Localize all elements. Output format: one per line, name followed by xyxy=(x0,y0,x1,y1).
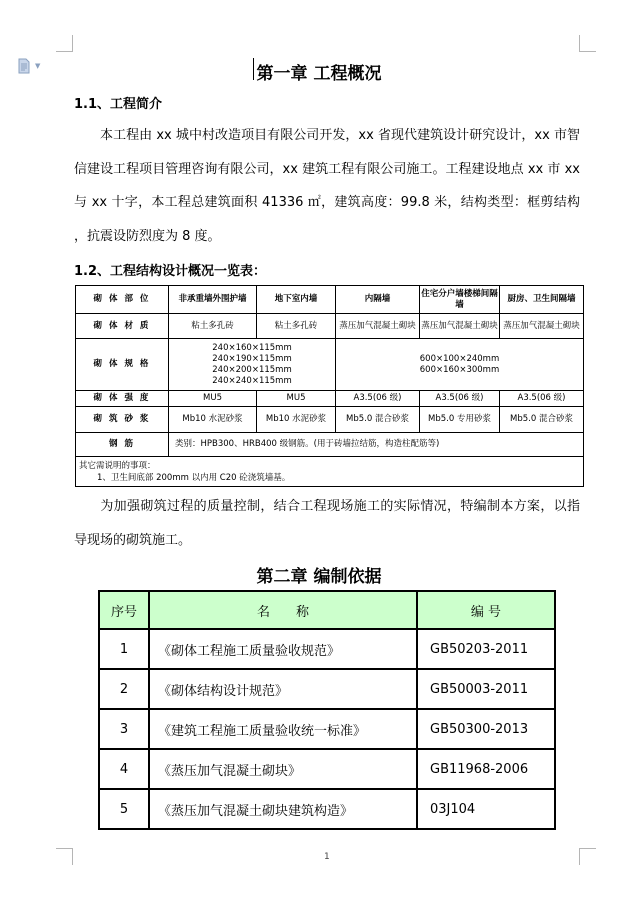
table-row xyxy=(99,669,555,709)
closing-text: 为加强砌筑过程的质量控制，结合工程现场施工的实际情况，特编制本方案，以指导现场的砌筑施工。 xyxy=(74,499,580,548)
spec-line: 600×160×300mm xyxy=(419,364,500,375)
standard-code: 03J104 xyxy=(417,789,555,829)
table-cell: Mb5.0 专用砂浆 xyxy=(420,407,500,433)
table-cell: Mb10 水泥砂浆 xyxy=(257,407,336,433)
table-row xyxy=(99,629,555,669)
row-number: 5 xyxy=(99,789,149,829)
table-row xyxy=(76,457,584,487)
standard-code: GB50003-2011 xyxy=(417,669,555,709)
table-row xyxy=(76,407,584,433)
structure-design-table xyxy=(75,285,584,487)
header-cell: 住宅分户墙楼梯间隔墙 xyxy=(420,286,500,314)
crop-mark-bottom-left xyxy=(56,848,73,865)
standard-name: 《蒸压加气混凝土砌块》 xyxy=(149,749,417,789)
header-cell: 地下室内墙 xyxy=(257,286,336,314)
table-row xyxy=(76,286,584,314)
table-cell: 蒸压加气混凝土砌块 xyxy=(500,314,584,339)
header-cell: 内隔墙 xyxy=(336,286,420,314)
chevron-down-icon[interactable]: ▼ xyxy=(35,62,41,70)
table-row xyxy=(76,433,584,457)
table-cell: Mb5.0 混合砂浆 xyxy=(336,407,420,433)
standard-name: 《砌体工程施工质量验收规范》 xyxy=(149,629,417,669)
table-cell: A3.5(06 级) xyxy=(336,391,420,407)
header-cell: 砌 体 部 位 xyxy=(76,286,169,314)
crop-mark-bottom-right xyxy=(579,848,596,865)
project-intro-text: 本工程由 xx 城中村改造项目有限公司开发，xx 省现代建筑设计研究设计，xx 市智信建设工程项目管理咨询有限公司，xx 建筑工程有限公司施工。工程建设地点 xx 市 xx 与 xx 十字，本工程总建筑面积 41336 ㎡，建筑高度：99.8 米，结构类型：框剪结构 ，抗震设防烈度为 8 度。 xyxy=(74,128,580,244)
row-label: 砌 体 强 度 xyxy=(76,391,169,407)
row-number: 2 xyxy=(99,669,149,709)
table-cell: Mb10 水泥砂浆 xyxy=(169,407,257,433)
notes-item: 1、卫生间底部 200mm 以内用 C20 砼浇筑墙基。 xyxy=(97,472,291,483)
spec-line: 240×240×115mm xyxy=(212,375,292,386)
notes-cell xyxy=(76,457,584,487)
header-cell: 非承重墙外围护墙 xyxy=(169,286,257,314)
closing-paragraph xyxy=(74,490,580,557)
table-row xyxy=(76,314,584,339)
table-row xyxy=(76,391,584,407)
row-label: 砌 体 规 格 xyxy=(76,339,169,391)
table-row xyxy=(99,749,555,789)
standard-name: 《建筑工程施工质量验收统一标准》 xyxy=(149,709,417,749)
table-cell: 粘土多孔砖 xyxy=(257,314,336,339)
block-spec-cell xyxy=(336,339,584,391)
table-cell: 蒸压加气混凝土砌块 xyxy=(420,314,500,339)
page-number: 1 xyxy=(324,852,330,862)
header-cell-name: 名 称 xyxy=(149,591,417,629)
table-cell: Mb5.0 混合砂浆 xyxy=(500,407,584,433)
table-row xyxy=(99,789,555,829)
row-label: 砌 筑 砂 浆 xyxy=(76,407,169,433)
standard-name: 《砌体结构设计规范》 xyxy=(149,669,417,709)
standard-code: GB11968-2006 xyxy=(417,749,555,789)
table-cell: MU5 xyxy=(169,391,257,407)
project-intro-paragraph xyxy=(74,119,580,253)
crop-mark-top-right xyxy=(579,35,596,52)
table-row xyxy=(76,339,584,391)
row-number: 4 xyxy=(99,749,149,789)
chapter2-title: 第二章 编制依据 xyxy=(256,567,382,587)
standard-code: GB50300-2013 xyxy=(417,709,555,749)
table-row xyxy=(99,709,555,749)
table-cell: A3.5(06 级) xyxy=(500,391,584,407)
standard-code: GB50203-2011 xyxy=(417,629,555,669)
spec-line: 240×160×115mm xyxy=(212,342,292,353)
table-cell: MU5 xyxy=(257,391,336,407)
notes-title: 其它需说明的事项： xyxy=(79,460,156,471)
rebar-cell: 类别：HPB300、HRB400 级钢筋。(用于砖墙拉结筋，构造柱配筋等) xyxy=(169,433,584,457)
spec-line: 240×200×115mm xyxy=(212,364,292,375)
crop-mark-top-left xyxy=(56,35,73,52)
spec-line: 600×100×240mm xyxy=(419,353,500,364)
chapter1-title: 第一章 工程概况 xyxy=(256,64,382,84)
brick-spec-cell xyxy=(169,339,336,391)
row-label: 钢 筋 xyxy=(76,433,169,457)
header-cell: 厨房、卫生间隔墙 xyxy=(500,286,584,314)
table-cell: 粘土多孔砖 xyxy=(169,314,257,339)
spec-line: 240×190×115mm xyxy=(212,353,292,364)
table-cell: A3.5(06 级) xyxy=(420,391,500,407)
row-number: 3 xyxy=(99,709,149,749)
row-number: 1 xyxy=(99,629,149,669)
table-header-row xyxy=(99,591,555,629)
row-label: 砌 体 材 质 xyxy=(76,314,169,339)
header-cell-no: 序号 xyxy=(99,591,149,629)
standard-name: 《蒸压加气混凝土砌块建筑构造》 xyxy=(149,789,417,829)
table-cell: 蒸压加气混凝土砌块 xyxy=(336,314,420,339)
section-1-2-title: 1.2、工程结构设计概况一览表： xyxy=(74,264,267,279)
basis-table xyxy=(98,590,556,830)
section-1-1-title: 1.1、工程简介 xyxy=(74,97,163,112)
header-cell-code: 编 号 xyxy=(417,591,555,629)
